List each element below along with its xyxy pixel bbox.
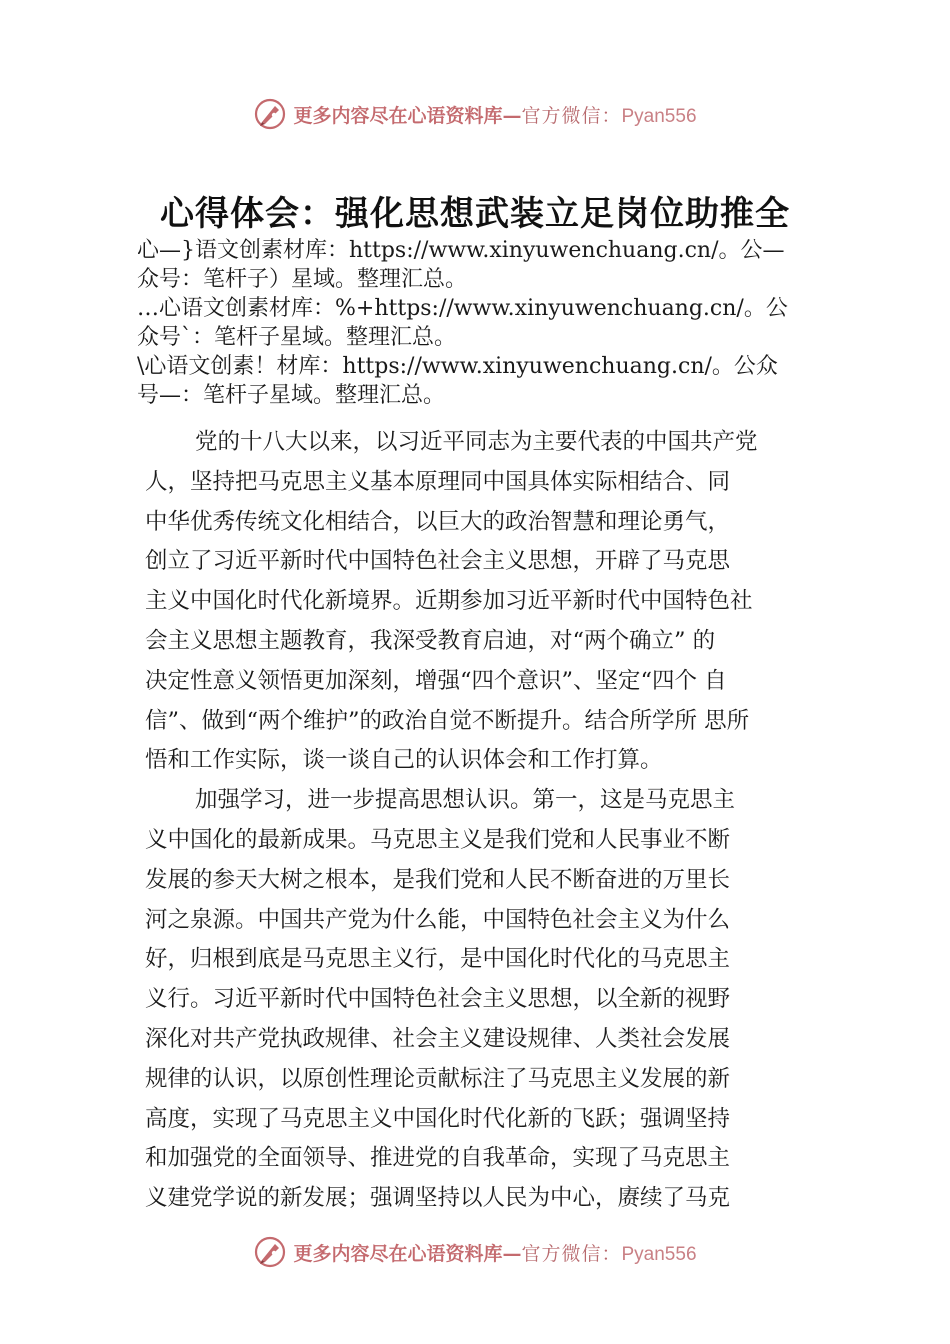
body-text-line: 悟和工作实际，谈一谈自己的认识体会和工作打算。 [145, 747, 663, 774]
body-text-line: 河之泉源。中国共产党为什么能，中国特色社会主义为什么 [145, 906, 731, 933]
banner-main-text: 更多内容尽在心语资料库 [293, 1242, 503, 1265]
source-line: …心语文创素材库：%+https://www.xinyuwenchuang.cn/。公 [137, 296, 788, 321]
body-text-line: 高度，实现了马克思主义中国化时代化新的飞跃；强调坚持 [145, 1105, 731, 1132]
source-line: 号—：笔杆子星域。整理汇总。 [137, 383, 446, 408]
footer-banner [0, 1232, 950, 1272]
body-text-line: 规律的认识，以原创性理论贡献标注了马克思主义发展的新 [145, 1065, 731, 1092]
banner-text [293, 101, 696, 128]
body-text-line: 加强学习，进一步提高思想认识。第一，这是马克思主 [195, 787, 736, 814]
pen-nib-logo-icon [253, 97, 287, 131]
body-text-line: 义中国化的最新成果。马克思主义是我们党和人民事业不断 [145, 826, 731, 853]
banner-main-text: 更多内容尽在心语资料库 [293, 104, 503, 127]
document-body [145, 423, 845, 1219]
banner-wechat-id: Pyan556 [621, 105, 697, 127]
body-text-line: 深化对共产党执政规律、社会主义建设规律、人类社会发展 [145, 1025, 731, 1052]
body-text-line: 中华优秀传统文化相结合，以巨大的政治智慧和理论勇气， [145, 508, 731, 535]
body-text-line: 发展的参天大树之根本，是我们党和人民不断奋进的万里长 [145, 866, 731, 893]
body-text-line: 主义中国化时代化新境界。近期参加习近平新时代中国特色社 [145, 588, 753, 615]
body-text-line: 决定性意义领悟更加深刻，增强“四个意识”、坚定“四个 自 [145, 667, 727, 694]
banner-dash: — [502, 1242, 522, 1265]
banner-wechat-label: 官方微信： [521, 105, 622, 127]
source-line: \心语文创素！材库：https://www.xinyuwenchuang.cn/。公众 [137, 354, 778, 379]
body-text-line: 信”、做到“两个维护”的政治自觉不断提升。结合所学所 思所 [145, 707, 750, 734]
body-text-line: 好，归根到底是马克思主义行，是中国化时代化的马克思主 [145, 946, 731, 973]
body-text-line: 义行。习近平新时代中国特色社会主义思想，以全新的视野 [145, 986, 731, 1013]
source-notice-block [137, 236, 837, 410]
body-text-line: 党的十八大以来，以习近平同志为主要代表的中国共产党 [195, 429, 758, 455]
banner-wechat-id: Pyan556 [621, 1243, 697, 1265]
body-text-line: 创立了习近平新时代中国特色社会主义思想，开辟了马克思 [145, 548, 731, 575]
banner-wechat-label: 官方微信： [521, 1243, 622, 1265]
body-text-line: 人，坚持把马克思主义基本原理同中国具体实际相结合、同 [145, 468, 731, 495]
source-line: 众号：笔杆子）星域。整理汇总。 [137, 267, 468, 292]
document-title: 心得体会：强化思想武装立足岗位助推全 [160, 194, 790, 234]
body-text-line: 和加强党的全面领导、推进党的自我革命，实现了马克思主 [145, 1145, 731, 1172]
banner-dash: — [502, 104, 522, 127]
source-line: 心—}语文创素材库：https://www.xinyuwenchuang.cn/。公— [137, 238, 785, 263]
source-line: 众号`：笔杆子星域。整理汇总。 [137, 325, 457, 350]
body-text-line: 义建党学说的新发展；强调坚持以人民为中心，赓续了马克 [145, 1185, 731, 1212]
header-banner [0, 94, 950, 134]
body-text-line: 会主义思想主题教育，我深受教育启迪，对“两个确立” 的 [145, 627, 716, 654]
banner-text [293, 1239, 696, 1266]
pen-nib-logo-icon [253, 1235, 287, 1269]
